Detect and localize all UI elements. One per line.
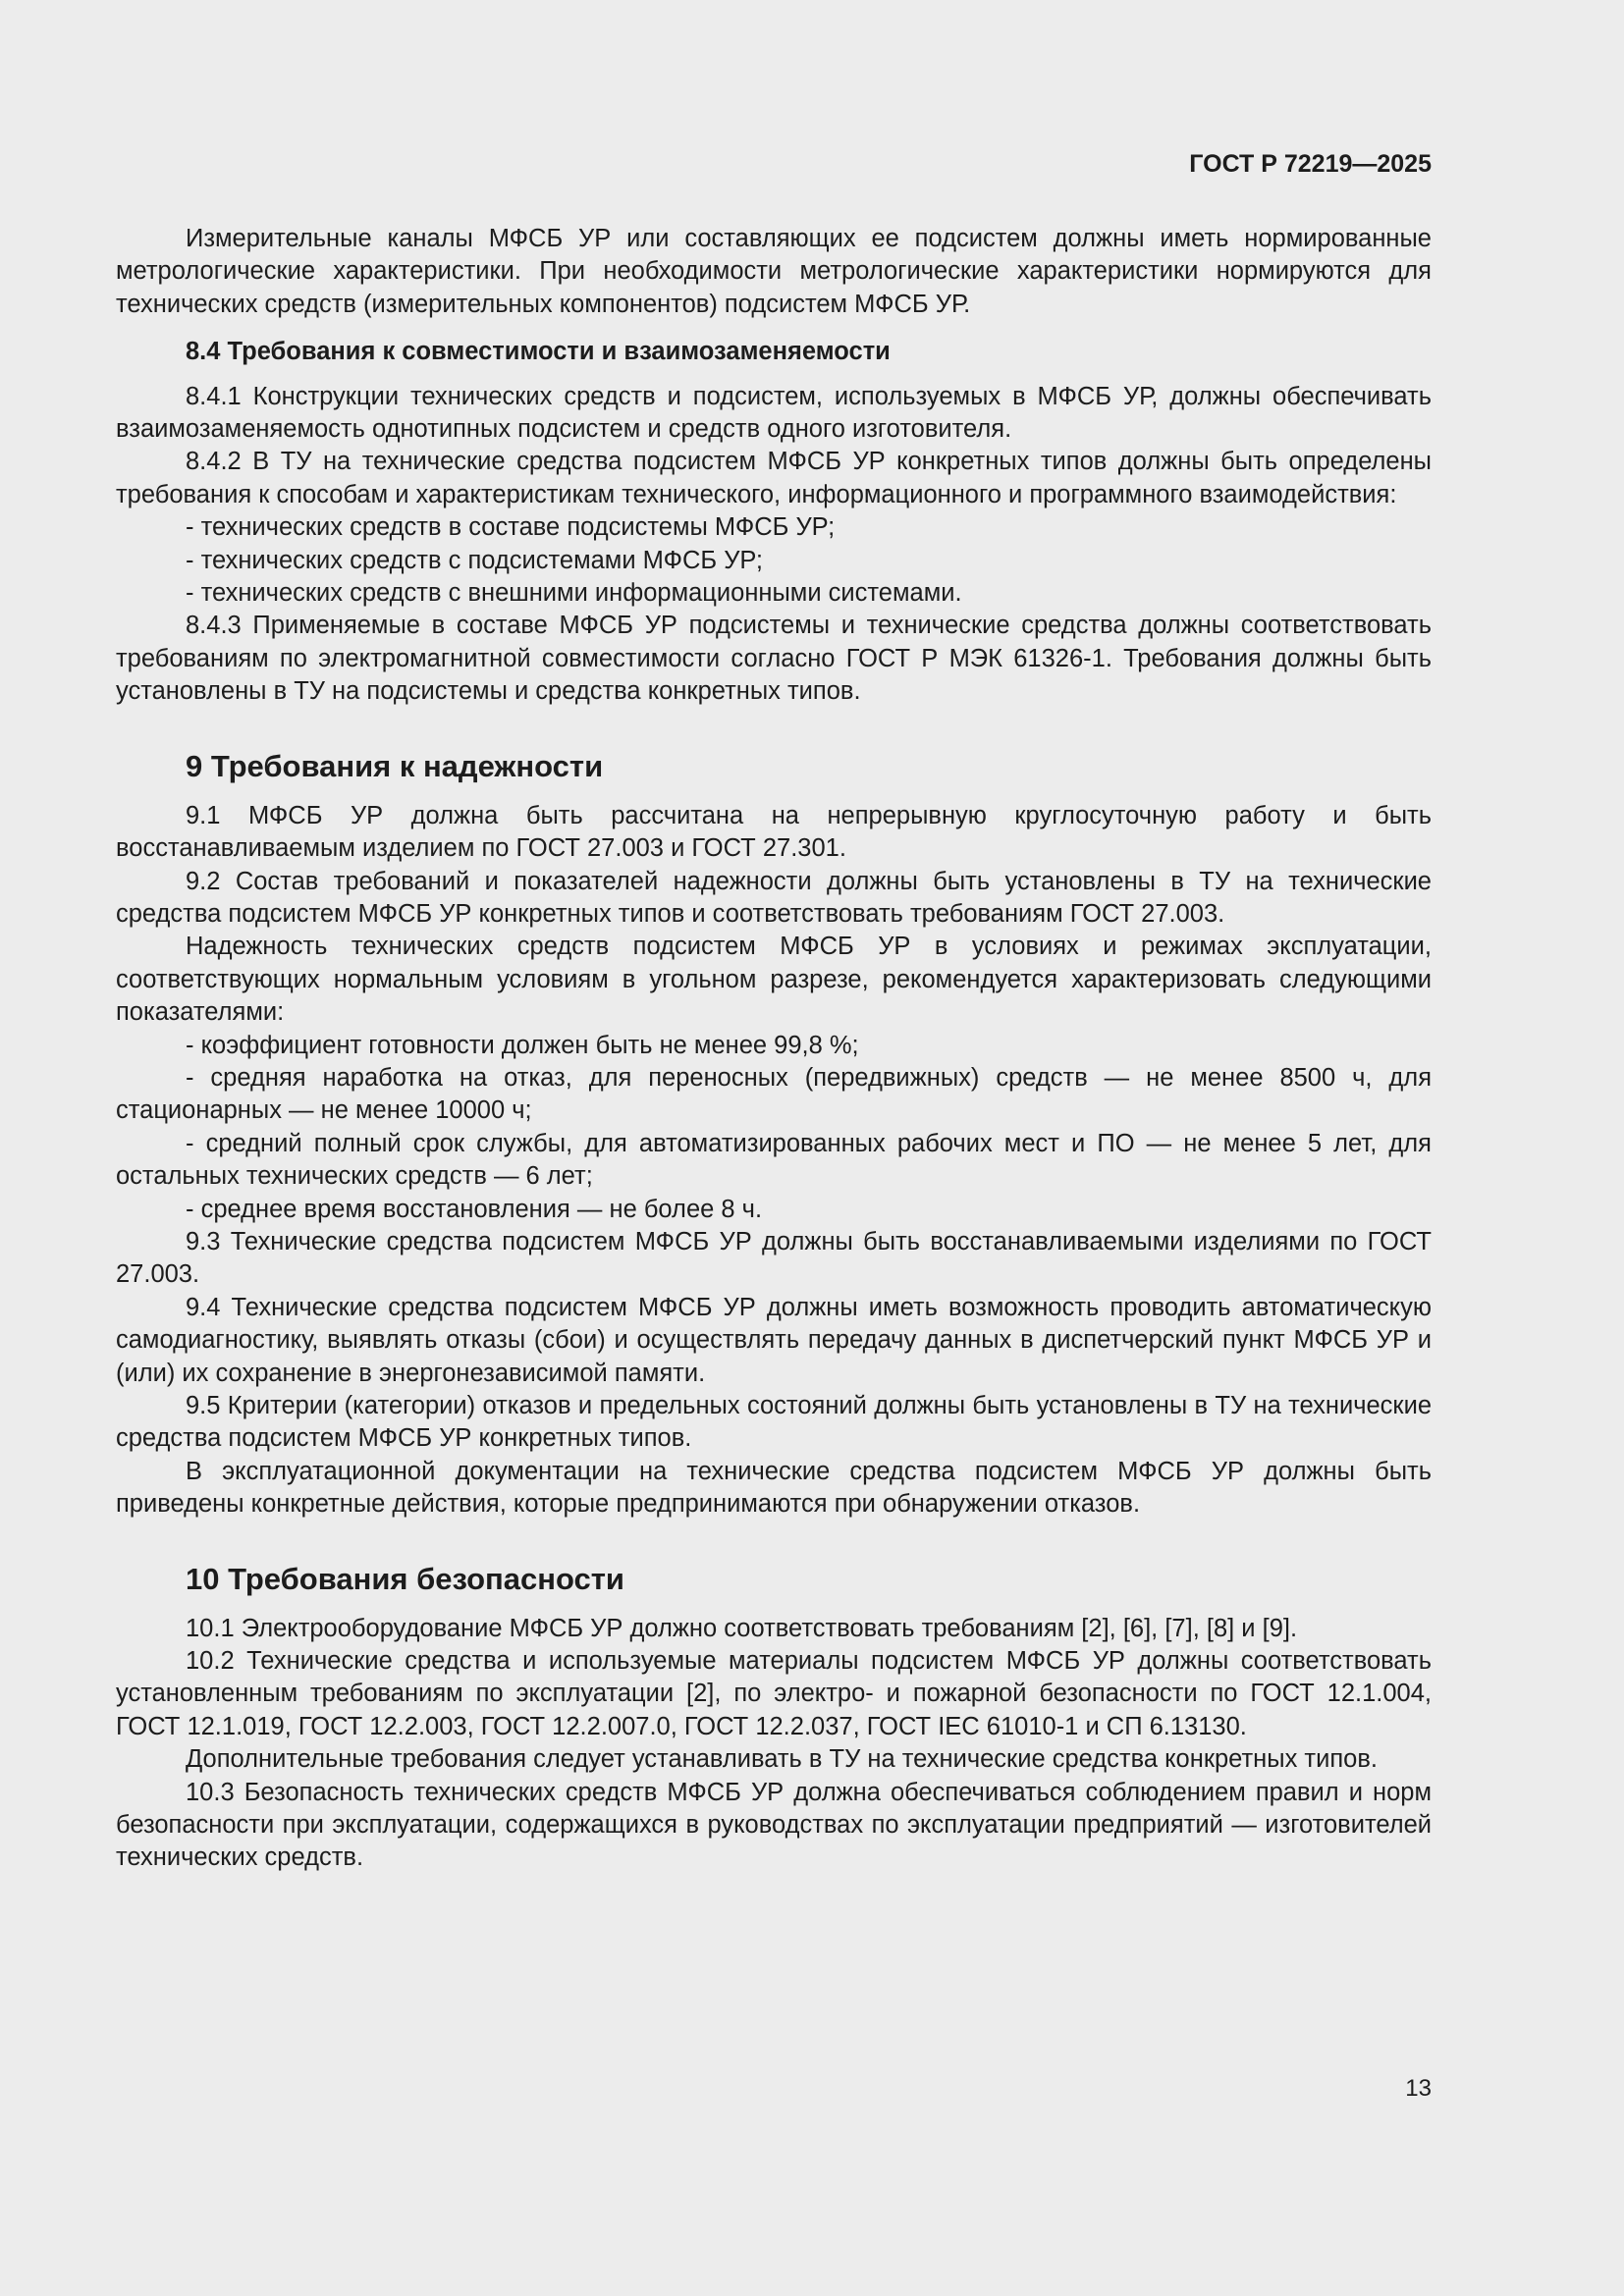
document-body (116, 223, 1432, 1875)
list-item: - коэффициент готовности должен быть не менее 99,8 %; (186, 1031, 859, 1059)
list-item: - средняя наработка на отказ, для переносных (передвижных) средств — не менее 8500 ч, для стационарных — не менее 10000 ч; (116, 1063, 1432, 1125)
paragraph: Дополнительные требования следует устанавливать в ТУ на технические средства конкретных типов. (186, 1745, 1378, 1774)
list-item: - технических средств с подсистемами МФСБ УР; (186, 546, 763, 574)
paragraph: 10.3 Безопасность технических средств МФСБ УР должна обеспечиваться соблюдением правил и норм безопасности при эксплуатации, содержащихся в руководствах по эксплуатации предприятий — изготовителей технических средств. (116, 1778, 1432, 1872)
list-item: - технических средств в составе подсистемы МФСБ УР; (186, 513, 836, 542)
paragraph: 10.2 Технические средства и используемые материалы подсистем МФСБ УР должны соответствовать установленным требованиям по эксплуатации [2], по электро- и пожарной безопасности по ГОСТ 12.1.004, ГОСТ 12.1.019, ГОСТ 12.2.003, ГОСТ 12.2.007.0, ГОСТ 12.2.037, ГОСТ IEC 61010-1 и СП 6.13130. (116, 1647, 1432, 1740)
section-title-9: 9 Требования к надежности (186, 748, 604, 783)
paragraph: 10.1 Электрооборудование МФСБ УР должно соответствовать требованиям [2], [6], [7], [8] и [9]. (186, 1614, 1298, 1642)
paragraph: 8.4.1 Конструкции технических средств и подсистем, используемых в МФСБ УР, должны обеспечивать взаимозаменяемость однотипных подсистем и средств одного изготовителя. (116, 382, 1432, 444)
paragraph: 9.1 МФСБ УР должна быть рассчитана на непрерывную круглосуточную работу и быть восстанавливаемым изделием по ГОСТ 27.003 и ГОСТ 27.301. (116, 801, 1432, 863)
paragraph: В эксплуатационной документации на технические средства подсистем МФСБ УР должны быть приведены конкретные действия, которые предпринимаются при обнаружении отказов. (116, 1457, 1432, 1519)
list-item: - среднее время восстановления — не более 8 ч. (186, 1195, 763, 1223)
paragraph: 9.3 Технические средства подсистем МФСБ УР должны быть восстанавливаемыми изделиями по ГОСТ 27.003. (116, 1227, 1432, 1289)
section-title-10: 10 Требования безопасности (186, 1561, 624, 1596)
subsection-title-8-4: 8.4 Требования к совместимости и взаимозаменяемости (186, 338, 891, 366)
paragraph: 9.4 Технические средства подсистем МФСБ УР должны иметь возможность проводить автоматическую самодиагностику, выявлять отказы (сбои) и осуществлять передачу данных в диспетчерский пункт МФСБ УР и (или) их сохранение в энергонезависимой памяти. (116, 1293, 1432, 1387)
list-item: - средний полный срок службы, для автоматизированных рабочих мест и ПО — не менее 5 лет, для остальных технических средств — 6 лет; (116, 1129, 1432, 1191)
paragraph: 8.4.2 В ТУ на технические средства подсистем МФСБ УР конкретных типов должны быть определены требования к способам и характеристикам технического, информационного и программного взаимодействия: (116, 448, 1432, 508)
paragraph: Измерительные каналы МФСБ УР или составляющих ее подсистем должны иметь нормированные метрологические характеристики. При необходимости метрологические характеристики нормируются для технических средств (измерительных компонентов) подсистем МФСБ УР. (116, 225, 1432, 318)
document-code: ГОСТ Р 72219—2025 (1189, 150, 1432, 178)
page-number: 13 (1405, 2075, 1432, 2102)
paragraph: 8.4.3 Применяемые в составе МФСБ УР подсистемы и технические средства должны соответствовать требованиям по электромагнитной совместимости согласно ГОСТ Р МЭК 61326-1. Требования должны быть установлены в ТУ на подсистемы и средства конкретных типов. (116, 612, 1432, 706)
paragraph: 9.2 Состав требований и показателей надежности должны быть установлены в ТУ на технические средства подсистем МФСБ УР конкретных типов и соответствовать требованиям ГОСТ 27.003. (116, 867, 1432, 928)
paragraph: Надежность технических средств подсистем МФСБ УР в условиях и режимах эксплуатации, соответствующих нормальным условиям в угольном разрезе, рекомендуется характеризовать следующими показателями: (116, 933, 1432, 1027)
paragraph: 9.5 Критерии (категории) отказов и предельных состояний должны быть установлены в ТУ на технические средства подсистем МФСБ УР конкретных типов. (116, 1392, 1432, 1453)
list-item: - технических средств с внешними информационными системами. (186, 579, 962, 608)
